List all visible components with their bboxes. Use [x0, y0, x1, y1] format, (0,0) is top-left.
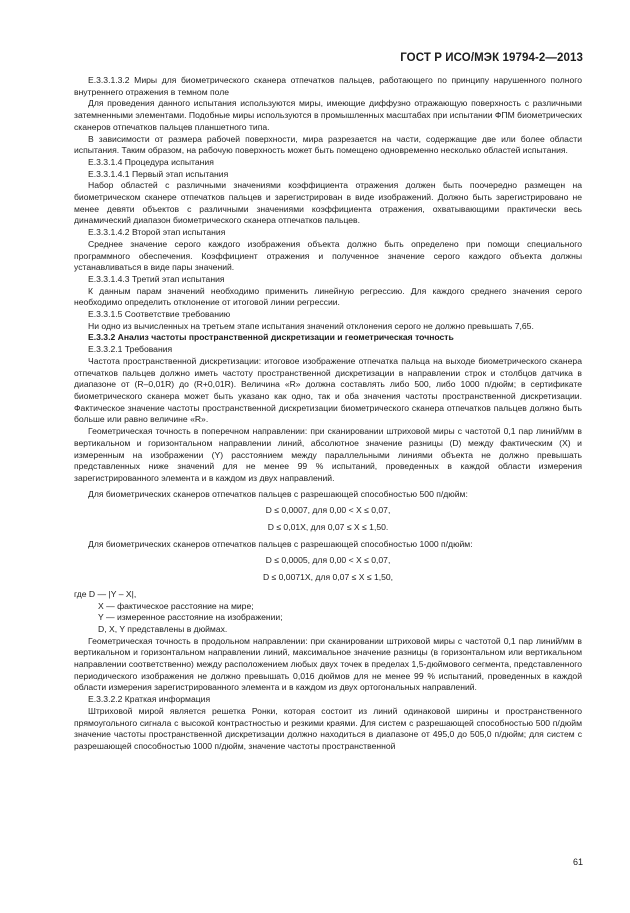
definition: D, X, Y представлены в дюймах.	[98, 623, 228, 634]
paragraph: Геометрическая точность в продольном направлении: при сканировании штриховой миры с частотой 0,1 пар линий/мм в вертикальном и горизонтальном направлении линий, максимальное значение разницы (в горизонтальном или вертикальном направлении соответственно) между расположением любых двух точек в пределах 1,5-дюймового сегмента, представленного периодического изображения не должно превышать 0,016 дюймов для не менее 99 % испытаний, проведенных в каждой области измерения зарегистрированного элемента и в каждом из двух ортогональных направлений.	[74, 635, 582, 693]
clause-e3315: Е.3.3.1.5 Соответствие требованию	[88, 309, 231, 320]
paragraph: Набор областей с различными значениями коэффициента отражения должен быть поочередно размещен на биометрическом сканере отпечатков пальцев и зарегистрирован в виде изображений. Должно быть зарегистрировано не менее девяти объектов с различными значениями коэффициента отражения, охватывающими практически весь динамический диапазон биометрического сканера отпечатков пальцев.	[74, 180, 582, 226]
formula: D ≤ 0,0007, для 0,00 < X ≤ 0,07,	[265, 505, 391, 516]
clause-e33143: Е.3.3.1.4.3 Третий этап испытания	[88, 273, 225, 284]
paragraph: Штриховой мирой является решетка Ронки, которая состоит из линий одинаковой ширины и пространственного прямоугольного сигнала с высокой контрастностью и резкими краями. Для систем с разрешающей способностью 500 п/дюйм значение частоты пространственной дискретизации должно находиться в диапазоне от 495,0 до 505,0 п/дюйм; для систем с разрешающей способностью 1000 п/дюйм, значение частоты пространственной	[74, 705, 582, 751]
clause-e3314: Е.3.3.1.4 Процедура испытания	[88, 156, 214, 167]
document-body	[74, 75, 582, 753]
section-heading-e332: Е.3.3.2 Анализ частоты пространственной дискретизации и геометрическая точность	[88, 332, 454, 343]
paragraph: Для биометрических сканеров отпечатков пальцев с разрешающей способностью 1000 п/дюйм:	[88, 538, 473, 549]
paragraph: К данным парам значений необходимо применить линейную регрессию. Для каждого среднего значения серого необходимо определить отклонение от итоговой линии регрессии.	[74, 285, 582, 308]
page-number: 61	[572, 857, 583, 867]
clause-e3322: Е.3.3.2.2 Краткая информация	[88, 694, 211, 705]
definition: Y — измеренное расстояние на изображении;	[98, 612, 283, 623]
formula: D ≤ 0,01X, для 0,07 ≤ X ≤ 1,50.	[267, 522, 389, 533]
clause-e3321: Е.3.3.2.1 Требования	[88, 344, 173, 355]
formula: D ≤ 0,0071X, для 0,07 ≤ X ≤ 1,50,	[262, 572, 394, 583]
clause-e33132: Е.3.3.1.3.2 Миры для биометрического сканера отпечатков пальцев, работающего по принципу нарушенного полного внутреннего отражения в темном поле	[74, 75, 582, 97]
definition: где D — |Y – X|,	[74, 588, 137, 599]
clause-e33141: Е.3.3.1.4.1 Первый этап испытания	[88, 168, 229, 179]
paragraph: Частота пространственной дискретизации: итоговое изображение отпечатка пальца на выходе биометрического сканера отпечатков пальцев должно иметь частоту пространственной дискретизации в направлении строк и столбцов датчика в диапазоне от (R–0,01R) до (R+0,01R). Величина «R» должна составлять либо 500, либо 1000 п/дюйм; в сертификате биометрического сканера может быть указано как одно, так и оба значения частоты пространственной дискретизации. Фактическое значение частоты пространственной дискретизации биометрического сканера отпечатков пальцев должно быть больше или равно величине «R».	[74, 355, 582, 425]
clause-e33142: Е.3.3.1.4.2 Второй этап испытания	[88, 227, 226, 238]
paragraph: Для проведения данного испытания используются миры, имеющие диффузно отражающую поверхность с различными затемненными элементами. Подобные миры используются в промышленных масштабах при испытании ФПМ биометрических сканеров отпечатков пальцев планшетного типа.	[74, 98, 582, 132]
paragraph: Среднее значение серого каждого изображения объекта должно быть определено при помощи специального программного обеспечения. Коэффициент отражения и полученное значение серого каждого объекта должны устанавливаться в виде пары значений.	[74, 238, 582, 273]
formula: D ≤ 0,0005, для 0,00 < X ≤ 0,07,	[265, 555, 391, 566]
paragraph: Для биометрических сканеров отпечатков пальцев с разрешающей способностью 500 п/дюйм:	[88, 488, 468, 499]
paragraph: В зависимости от размера рабочей поверхности, мира разрезается на части, содержащие две или более области испытания. Таким образом, на рабочую поверхность может быть помещено одновременно несколько областей испытания.	[74, 133, 582, 156]
paragraph: Ни одно из вычисленных на третьем этапе испытания значений отклонения серого не должно превышать 7,65.	[88, 320, 534, 331]
definitions	[74, 589, 582, 636]
standard-header: ГОСТ Р ИСО/МЭК 19794-2—2013	[400, 52, 583, 64]
definition: X — фактическое расстояние на мире;	[98, 600, 254, 611]
paragraph: Геометрическая точность в поперечном направлении: при сканировании штриховой миры с частотой 0,1 пар линий/мм в вертикальном и горизонтальном направлении линий, абсолютное значение разницы (D) между фактическим (X) и измеренным на изображении (Y) расстоянием между параллельными линиями объекта не должно превышать представленных ниже значений для не менее 99 % испытаний, проведенных в каждой области измерения зарегистрированного элемента и в каждом из двух направлений.	[74, 426, 582, 483]
